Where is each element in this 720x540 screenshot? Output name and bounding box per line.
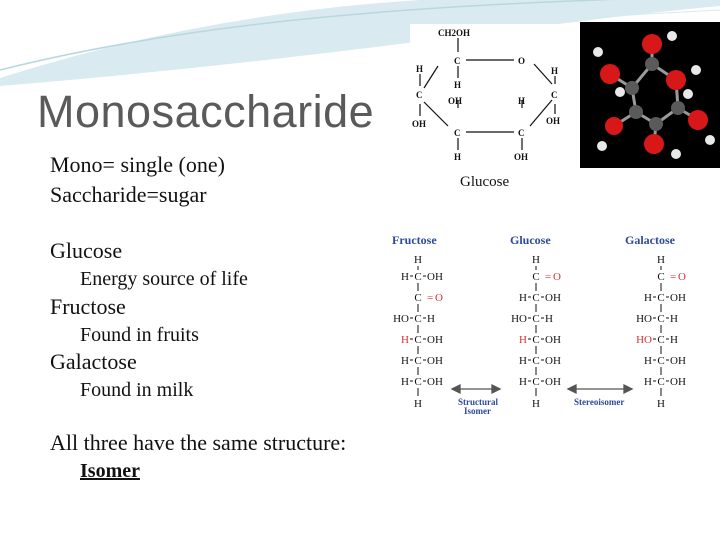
bullet-text: Galactose — [50, 349, 137, 374]
atom-label: H — [657, 398, 665, 410]
atom-label: HO — [636, 334, 652, 346]
atom-label: H — [657, 254, 665, 266]
hydrogen-label: H — [454, 152, 462, 162]
atom-label: C — [414, 355, 422, 367]
atom-label: C — [532, 334, 540, 346]
atom-label: C — [532, 292, 540, 304]
atom-label: OH — [545, 376, 561, 388]
hydroxyl-label: OH — [412, 119, 427, 129]
oxygen-label: O — [518, 56, 526, 66]
atom-label: H — [401, 334, 409, 346]
atom-label: H — [519, 376, 527, 388]
subbullet-isomer — [77, 460, 140, 483]
atom-label: = — [670, 271, 677, 283]
carbon-chains — [393, 254, 686, 410]
bullet-text: Energy source of life — [80, 268, 248, 290]
glucose-3d-model — [580, 22, 720, 168]
stereoisomer-label: Stereoisomer — [574, 397, 625, 407]
header-fructose: Fructose — [392, 233, 437, 247]
atom-label: OH — [427, 376, 443, 388]
atom-label: H — [644, 355, 652, 367]
bullet-summary — [47, 430, 346, 456]
atom-label: C — [414, 292, 422, 304]
hydrogen-label: H — [551, 66, 559, 76]
bullet-text: Fructose — [50, 294, 126, 319]
atom-label: C — [532, 271, 540, 283]
atom-marks — [593, 31, 715, 159]
atom-label: HO — [511, 313, 527, 325]
hydrogen-label: H — [454, 80, 462, 90]
bullet-text: Glucose — [50, 238, 123, 263]
atom-label: H — [401, 271, 409, 283]
atom-label: H — [414, 254, 422, 266]
atom-label: OH — [427, 271, 443, 283]
atom-label: H — [519, 334, 527, 346]
carbon-label: C — [551, 90, 558, 100]
subbullet-fructose — [77, 324, 199, 347]
isomer-term: Isomer — [80, 460, 140, 482]
atom-label: H — [670, 334, 678, 346]
bullet-text: Mono= single (one) — [50, 152, 225, 177]
hydrogen-label: H — [518, 96, 526, 106]
carbon-label: C — [416, 90, 423, 100]
bullet-text: All three have the same structure: — [50, 430, 347, 455]
atom-label: C — [657, 271, 665, 283]
atom-label: H — [414, 398, 422, 410]
glucose-ring-diagram — [410, 24, 570, 192]
ch2oh-label: CH2OH — [438, 28, 471, 38]
atom-label: H — [670, 313, 678, 325]
atom-label: H — [427, 313, 435, 325]
slide-title: Monosaccharide — [37, 86, 375, 137]
atom-label: OH — [545, 292, 561, 304]
atom-label: C — [532, 355, 540, 367]
atom-label: H — [532, 398, 540, 410]
atom-label: H — [519, 292, 527, 304]
atom-label: H — [401, 376, 409, 388]
bullet-saccharide — [47, 182, 207, 208]
header-glucose: Glucose — [510, 233, 551, 247]
atom-label: OH — [545, 334, 561, 346]
atom-label: H — [532, 254, 540, 266]
bullet-text: Found in milk — [80, 379, 194, 401]
atom-label: C — [532, 376, 540, 388]
bullet-galactose — [47, 349, 137, 375]
glucose-caption: Glucose — [460, 174, 510, 190]
atom-label: H — [545, 313, 553, 325]
atom-label: O — [553, 271, 561, 283]
atom-label: C — [414, 376, 422, 388]
atom-label: C — [414, 271, 422, 283]
header-galactose: Galactose — [625, 233, 675, 247]
atom-label: C — [414, 313, 422, 325]
atom-label: C — [657, 355, 665, 367]
subbullet-glucose — [77, 268, 248, 291]
atom-label: C — [657, 292, 665, 304]
hydroxyl-label: OH — [514, 152, 529, 162]
bullet-glucose — [47, 238, 122, 264]
hydrogen-label: H — [416, 64, 424, 74]
atom-label: OH — [427, 334, 443, 346]
atom-label: O — [678, 271, 686, 283]
atom-label: OH — [670, 355, 686, 367]
isomer-comparison-diagram — [382, 232, 702, 414]
atom-label: OH — [545, 355, 561, 367]
carbon-label: C — [454, 128, 461, 138]
atom-label: H — [644, 292, 652, 304]
subbullet-galactose — [77, 379, 193, 402]
hydroxyl-label: OH — [546, 116, 561, 126]
atom-label: C — [657, 376, 665, 388]
atom-label: H — [401, 355, 409, 367]
carbon-label: C — [518, 128, 525, 138]
atom-label: OH — [427, 355, 443, 367]
carbon-label: C — [454, 56, 461, 66]
bullet-text: Saccharide=sugar — [50, 182, 207, 207]
bullet-fructose — [47, 294, 126, 320]
atom-label: C — [657, 334, 665, 346]
atom-label: C — [414, 334, 422, 346]
atom-label: HO — [393, 313, 409, 325]
atom-label: OH — [670, 292, 686, 304]
hydroxyl-label: OH — [448, 96, 463, 106]
bullet-mono — [47, 152, 225, 178]
atom-label: H — [519, 355, 527, 367]
atom-label: C — [532, 313, 540, 325]
isomer-label: Isomer — [464, 406, 491, 414]
atom-label: = — [427, 292, 434, 304]
atom-label: = — [545, 271, 552, 283]
atom-label: C — [657, 313, 665, 325]
structural-label: Structural — [458, 397, 498, 407]
atom-label: HO — [636, 313, 652, 325]
atom-label: OH — [670, 376, 686, 388]
atom-label: O — [435, 292, 443, 304]
bullet-text: Found in fruits — [80, 324, 199, 346]
atom-label: H — [644, 376, 652, 388]
